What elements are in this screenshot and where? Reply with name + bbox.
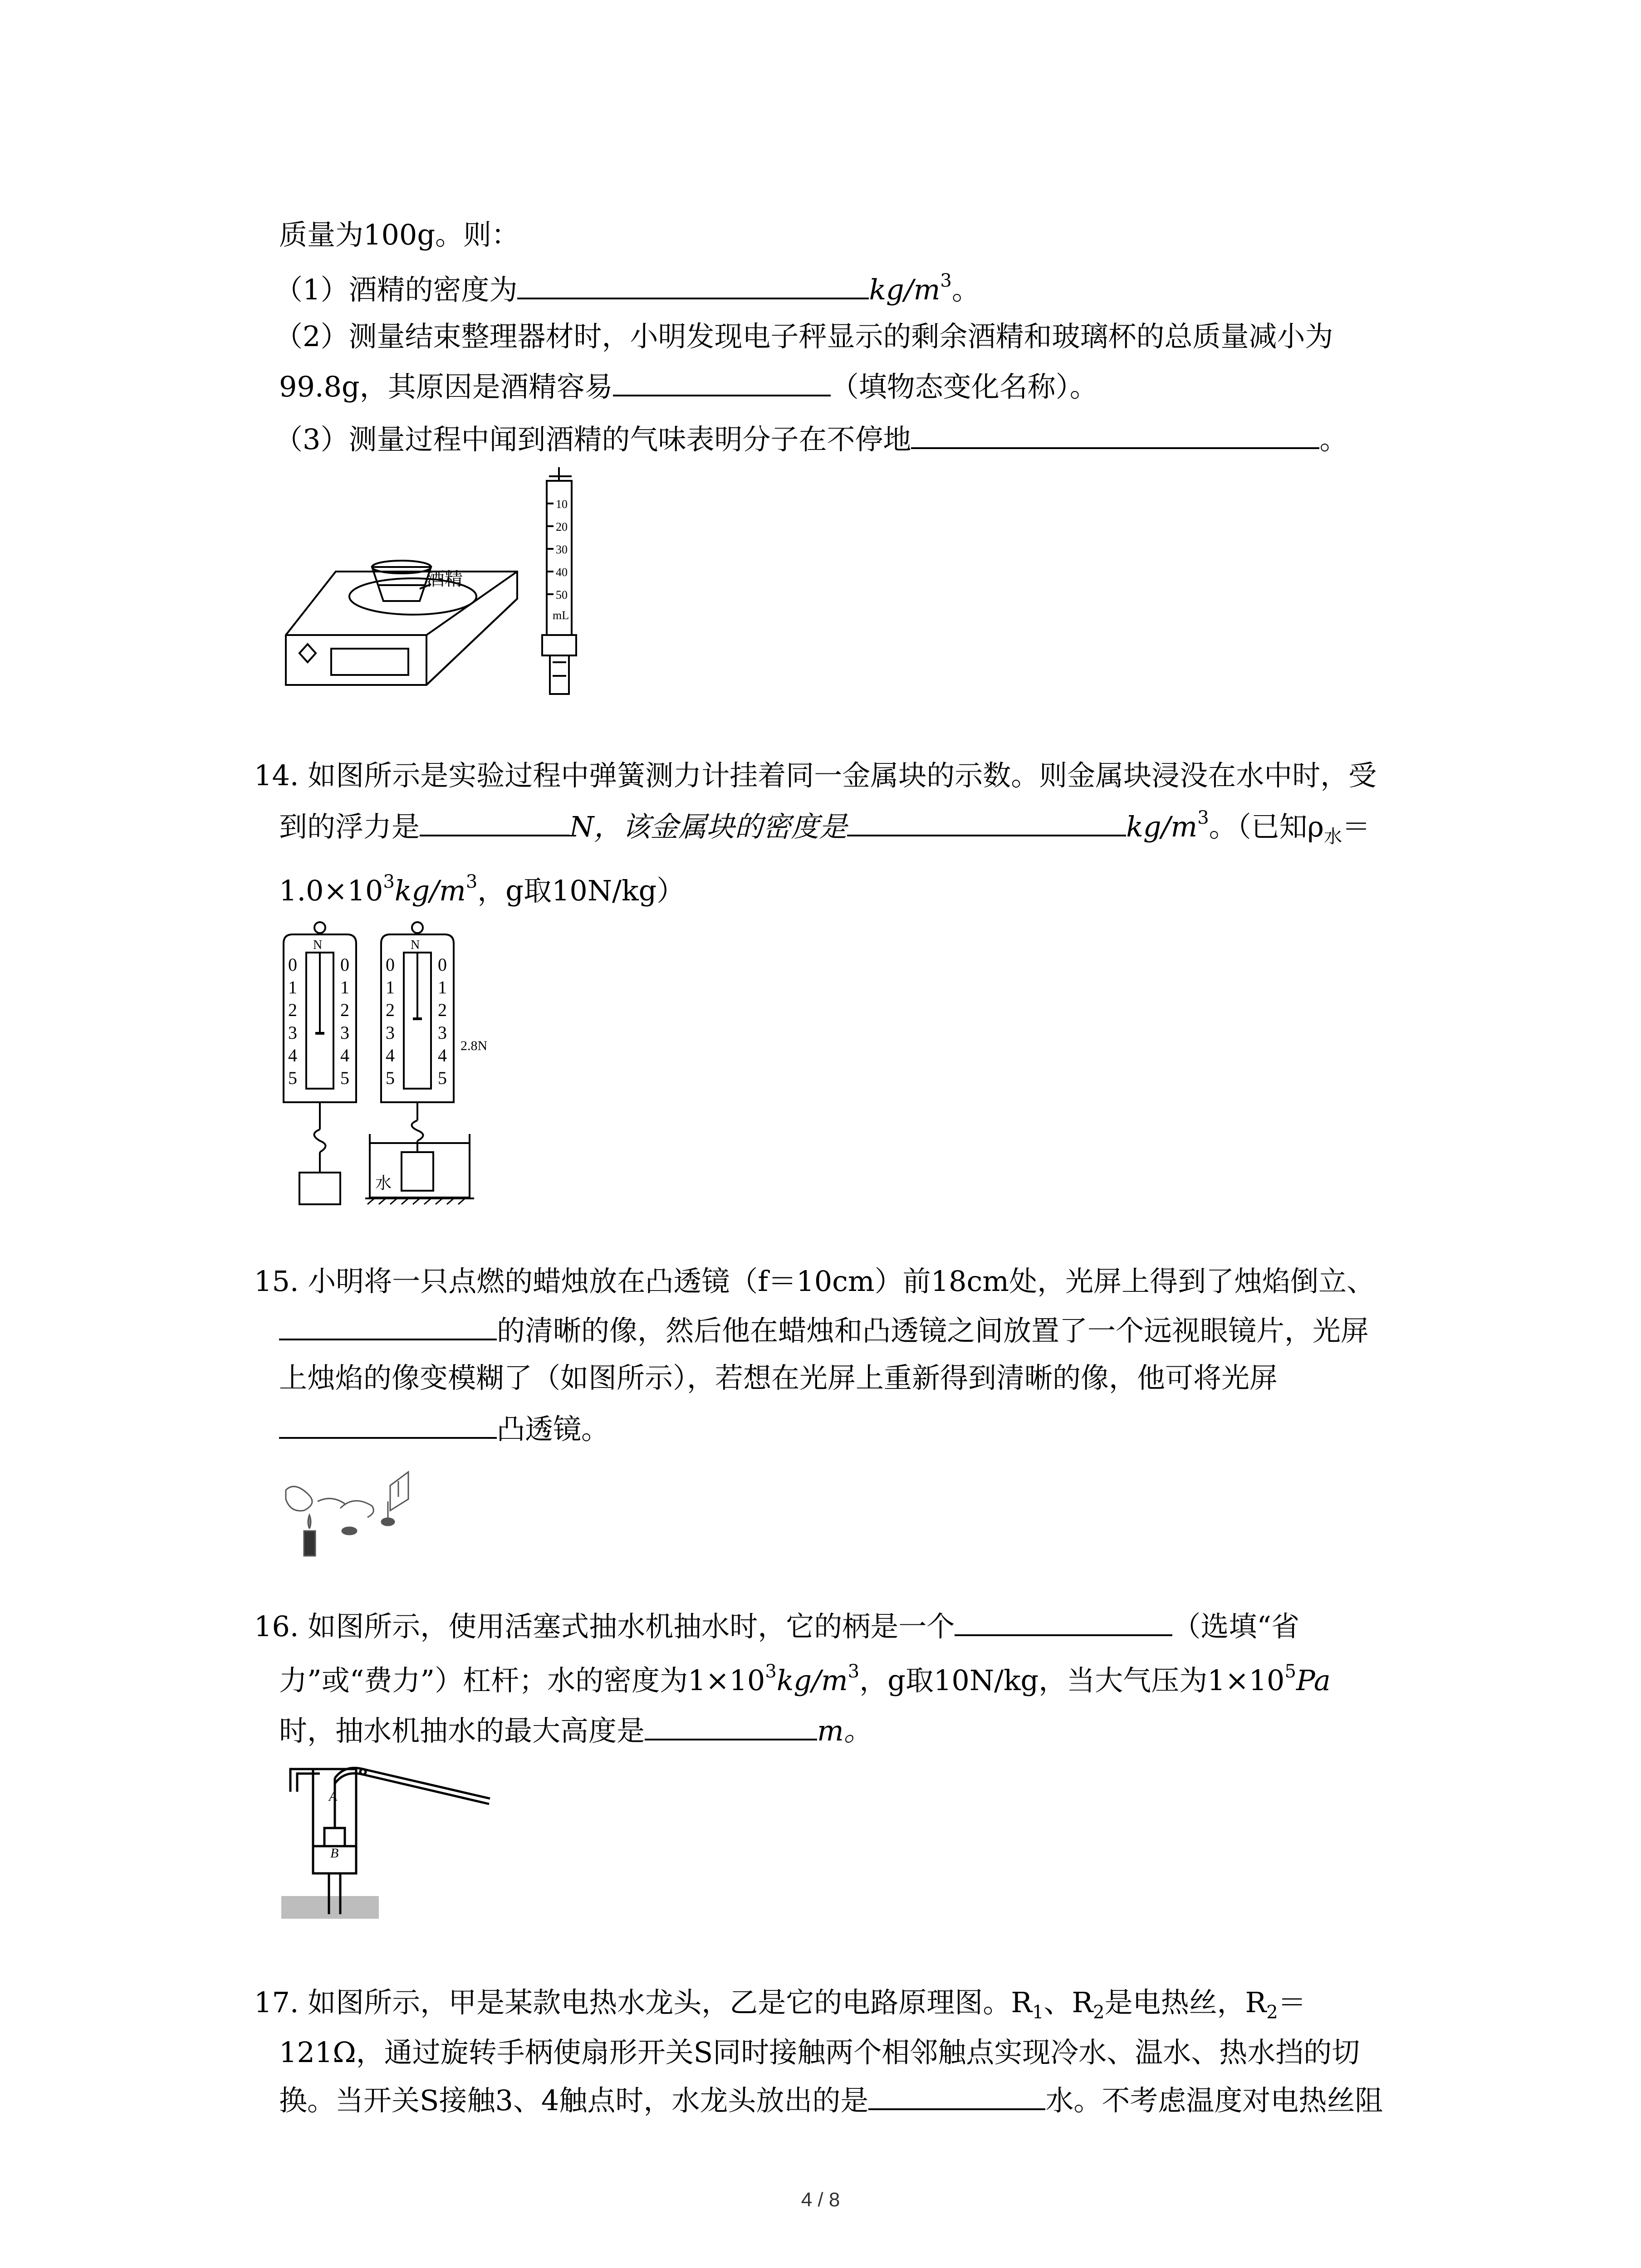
answer-blank[interactable] xyxy=(420,808,569,836)
q15-line-1: 15. 小明将一只点燃的蜡烛放在凸透镜（f＝10cm）前18cm处，光屏上得到了烛焰倒立、 xyxy=(254,1265,1375,1298)
svg-text:40: 40 xyxy=(556,566,568,579)
svg-text:5: 5 xyxy=(288,1068,297,1088)
q17-line-1: 17. 如图所示，甲是某款电热水龙头，乙是它的电路原理图。$R_1$、$R_2$是电热丝，$R_2=$ xyxy=(254,1986,1306,2023)
svg-text:30: 30 xyxy=(556,543,568,556)
answer-blank[interactable] xyxy=(955,1608,1172,1636)
scale-syringe-figure xyxy=(281,463,622,699)
svg-text:10: 10 xyxy=(556,498,568,511)
svg-text:5: 5 xyxy=(340,1068,349,1088)
svg-text:5: 5 xyxy=(438,1068,447,1088)
q14-line-3: $1.0\times 10^3kg/m^3$，g取10N/kg） xyxy=(279,871,685,907)
valve-a-label: A xyxy=(329,1789,338,1804)
svg-text:4: 4 xyxy=(288,1045,297,1066)
lens-experiment-figure xyxy=(277,1458,445,1560)
answer-blank[interactable] xyxy=(868,2082,1045,2110)
svg-text:1: 1 xyxy=(386,977,395,997)
answer-blank[interactable] xyxy=(279,1411,497,1439)
q15-line-3: 上烛焰的像变模糊了（如图所示），若想在光屏上重新得到清晰的像，他可将光屏 xyxy=(279,1361,1278,1394)
q15-line-4: 凸透镜。 xyxy=(279,1411,609,1447)
svg-text:1: 1 xyxy=(340,977,349,997)
water-label: 水 xyxy=(375,1174,392,1192)
q14-line-1: 14. 如图所示是实验过程中弹簧测力计挂着同一金属块的示数。则金属块浸没在水中时，受 xyxy=(254,759,1377,792)
svg-text:5: 5 xyxy=(386,1068,395,1088)
alcohol-label: 酒精 xyxy=(426,569,463,589)
syringe-scale-labels xyxy=(553,498,569,622)
q13-line-3: 99.8g，其原因是酒精容易 （填物态变化名称）。 xyxy=(279,368,1098,405)
svg-text:1: 1 xyxy=(288,977,297,997)
q13-line-4: （3）测量过程中闻到酒精的气味表明分子在不停地 。 xyxy=(274,421,1347,458)
svg-text:0: 0 xyxy=(288,954,297,975)
q16-line-3: 时，抽水机抽水的最大高度是 m。 xyxy=(279,1712,872,1749)
q17-line-3: 换。当开关S接触3、4触点时，水龙头放出的是 水。不考虑温度对电热丝阻 xyxy=(279,2082,1383,2119)
svg-text:2: 2 xyxy=(340,1000,349,1020)
svg-text:0: 0 xyxy=(386,954,395,975)
svg-text:0: 0 xyxy=(340,954,349,975)
svg-text:50: 50 xyxy=(556,588,568,601)
q17-line-2: 121Ω，通过旋转手柄使扇形开关S同时接触两个相邻触点实现冷水、温水、热水挡的切 xyxy=(279,2036,1360,2069)
page-number: 4 / 8 xyxy=(801,2189,840,2211)
svg-text:20: 20 xyxy=(556,520,568,533)
q15-line-2: 的清晰的像，然后他在蜡烛和凸透镜之间放置了一个远视眼镜片，光屏 xyxy=(279,1312,1369,1349)
svg-text:3: 3 xyxy=(340,1022,349,1043)
svg-text:3: 3 xyxy=(288,1022,297,1043)
spring-scale-figure xyxy=(274,921,529,1207)
svg-text:4: 4 xyxy=(340,1045,349,1066)
svg-text:2: 2 xyxy=(288,1000,297,1020)
q13-line-0: 质量为100g。则： xyxy=(279,218,520,251)
water-pump-figure xyxy=(277,1760,495,1919)
svg-text:0: 0 xyxy=(438,954,447,975)
svg-text:2: 2 xyxy=(386,1000,395,1020)
svg-text:4: 4 xyxy=(438,1045,447,1066)
answer-blank[interactable] xyxy=(279,1312,497,1340)
svg-text:3: 3 xyxy=(386,1022,395,1043)
svg-text:4: 4 xyxy=(386,1045,395,1066)
svg-text:mL: mL xyxy=(553,609,569,622)
scale-1-labels xyxy=(288,938,349,1088)
valve-b-label: B xyxy=(330,1846,339,1861)
answer-blank[interactable] xyxy=(847,808,1126,836)
electronic-scale-illustration xyxy=(281,463,622,699)
q14-line-2: 到的浮力是 N，该金属块的密度是 $kg/m^3$。（已知$\rho_水=$ xyxy=(279,807,1371,847)
q16-line-2: 力”或“费力”）杠杆；水的密度为$1\times 10^3kg/m^3$，g取10N/kg，当大气压为$1\times 10^5Pa$ xyxy=(279,1661,1331,1697)
svg-text:3: 3 xyxy=(438,1022,447,1043)
svg-text:N: N xyxy=(313,938,323,952)
svg-text:1: 1 xyxy=(438,977,447,997)
q13-line-1: （1）酒精的密度为 $kg/m^3$。 xyxy=(274,270,980,306)
answer-blank[interactable] xyxy=(911,421,1319,449)
q13-line-2: （2）测量结束整理器材时，小明发现电子秤显示的剩余酒精和玻璃杯的总质量减小为 xyxy=(274,320,1333,353)
svg-text:N: N xyxy=(411,938,420,952)
svg-text:2: 2 xyxy=(438,1000,447,1020)
answer-blank[interactable] xyxy=(645,1712,817,1740)
answer-blank[interactable] xyxy=(613,368,831,396)
reading-label: 2.8N xyxy=(460,1038,488,1053)
q16-line-1: 16. 如图所示，使用活塞式抽水机抽水时，它的柄是一个 （选填“省 xyxy=(254,1608,1299,1645)
answer-blank[interactable] xyxy=(517,271,869,299)
